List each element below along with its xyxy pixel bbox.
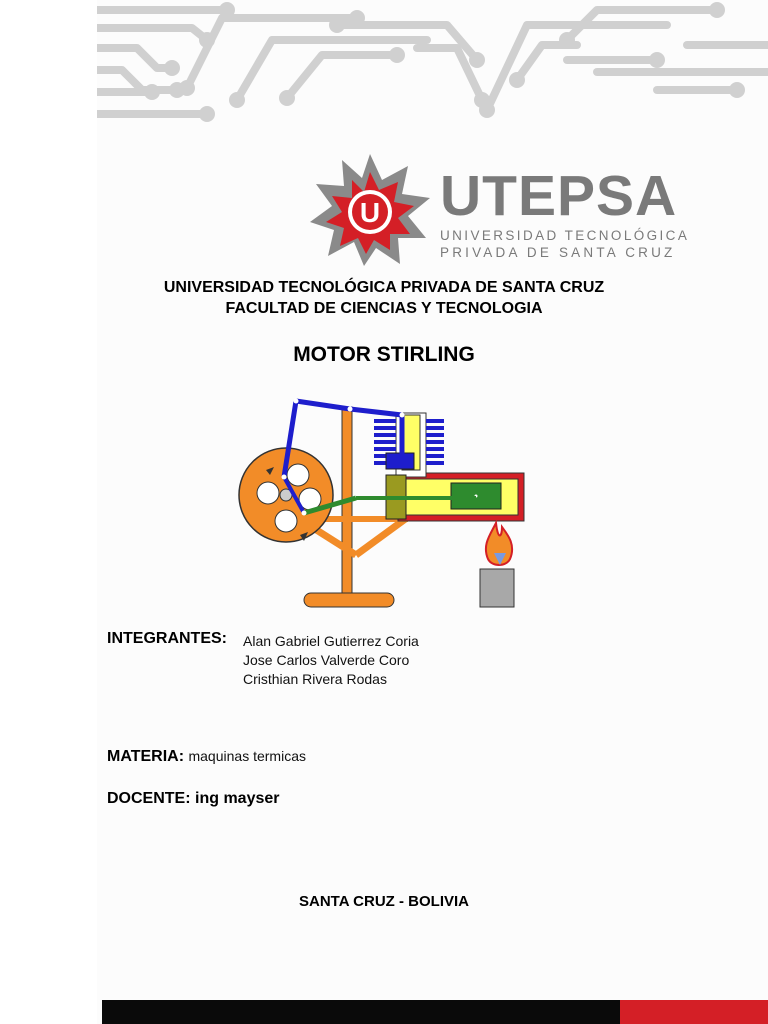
footer-city: SANTA CRUZ - BOLIVIA bbox=[299, 893, 469, 910]
materia-value: maquinas termicas bbox=[188, 748, 306, 764]
brand-name: UTEPSA bbox=[440, 164, 678, 228]
university-name: UNIVERSIDAD TECNOLÓGICA PRIVADA DE SANTA CRUZ bbox=[163, 279, 605, 296]
integrantes-section bbox=[107, 630, 227, 648]
document-title: MOTOR STIRLING bbox=[293, 343, 475, 366]
docente-value: ing mayser bbox=[195, 790, 280, 807]
materia-section bbox=[107, 748, 306, 766]
brand-subtitle-1: UNIVERSIDAD TECNOLÓGICA bbox=[440, 228, 690, 243]
materia-label: MATERIA: bbox=[107, 748, 185, 765]
integrante-name: Alan Gabriel Gutierrez Coria bbox=[243, 633, 419, 649]
stirling-engine-illustration bbox=[238, 395, 530, 610]
integrante-name: Jose Carlos Valverde Coro bbox=[243, 652, 410, 668]
circuit-decoration bbox=[97, 0, 768, 130]
utepsa-emblem-icon bbox=[308, 152, 433, 267]
emblem-letter: U bbox=[359, 197, 381, 228]
docente-label: DOCENTE: bbox=[107, 790, 191, 807]
integrantes-label: INTEGRANTES: bbox=[107, 630, 227, 647]
footer-bar-red bbox=[620, 1000, 768, 1024]
faculty-name: FACULTAD DE CIENCIAS Y TECNOLOGIA bbox=[225, 300, 543, 317]
docente-section bbox=[107, 790, 280, 808]
brand-subtitle-2: PRIVADA DE SANTA CRUZ bbox=[440, 245, 676, 260]
footer-bar-black bbox=[102, 1000, 620, 1024]
utepsa-wordmark bbox=[440, 164, 690, 260]
integrante-name: Cristhian Rivera Rodas bbox=[243, 671, 387, 687]
integrantes-names bbox=[243, 632, 419, 689]
